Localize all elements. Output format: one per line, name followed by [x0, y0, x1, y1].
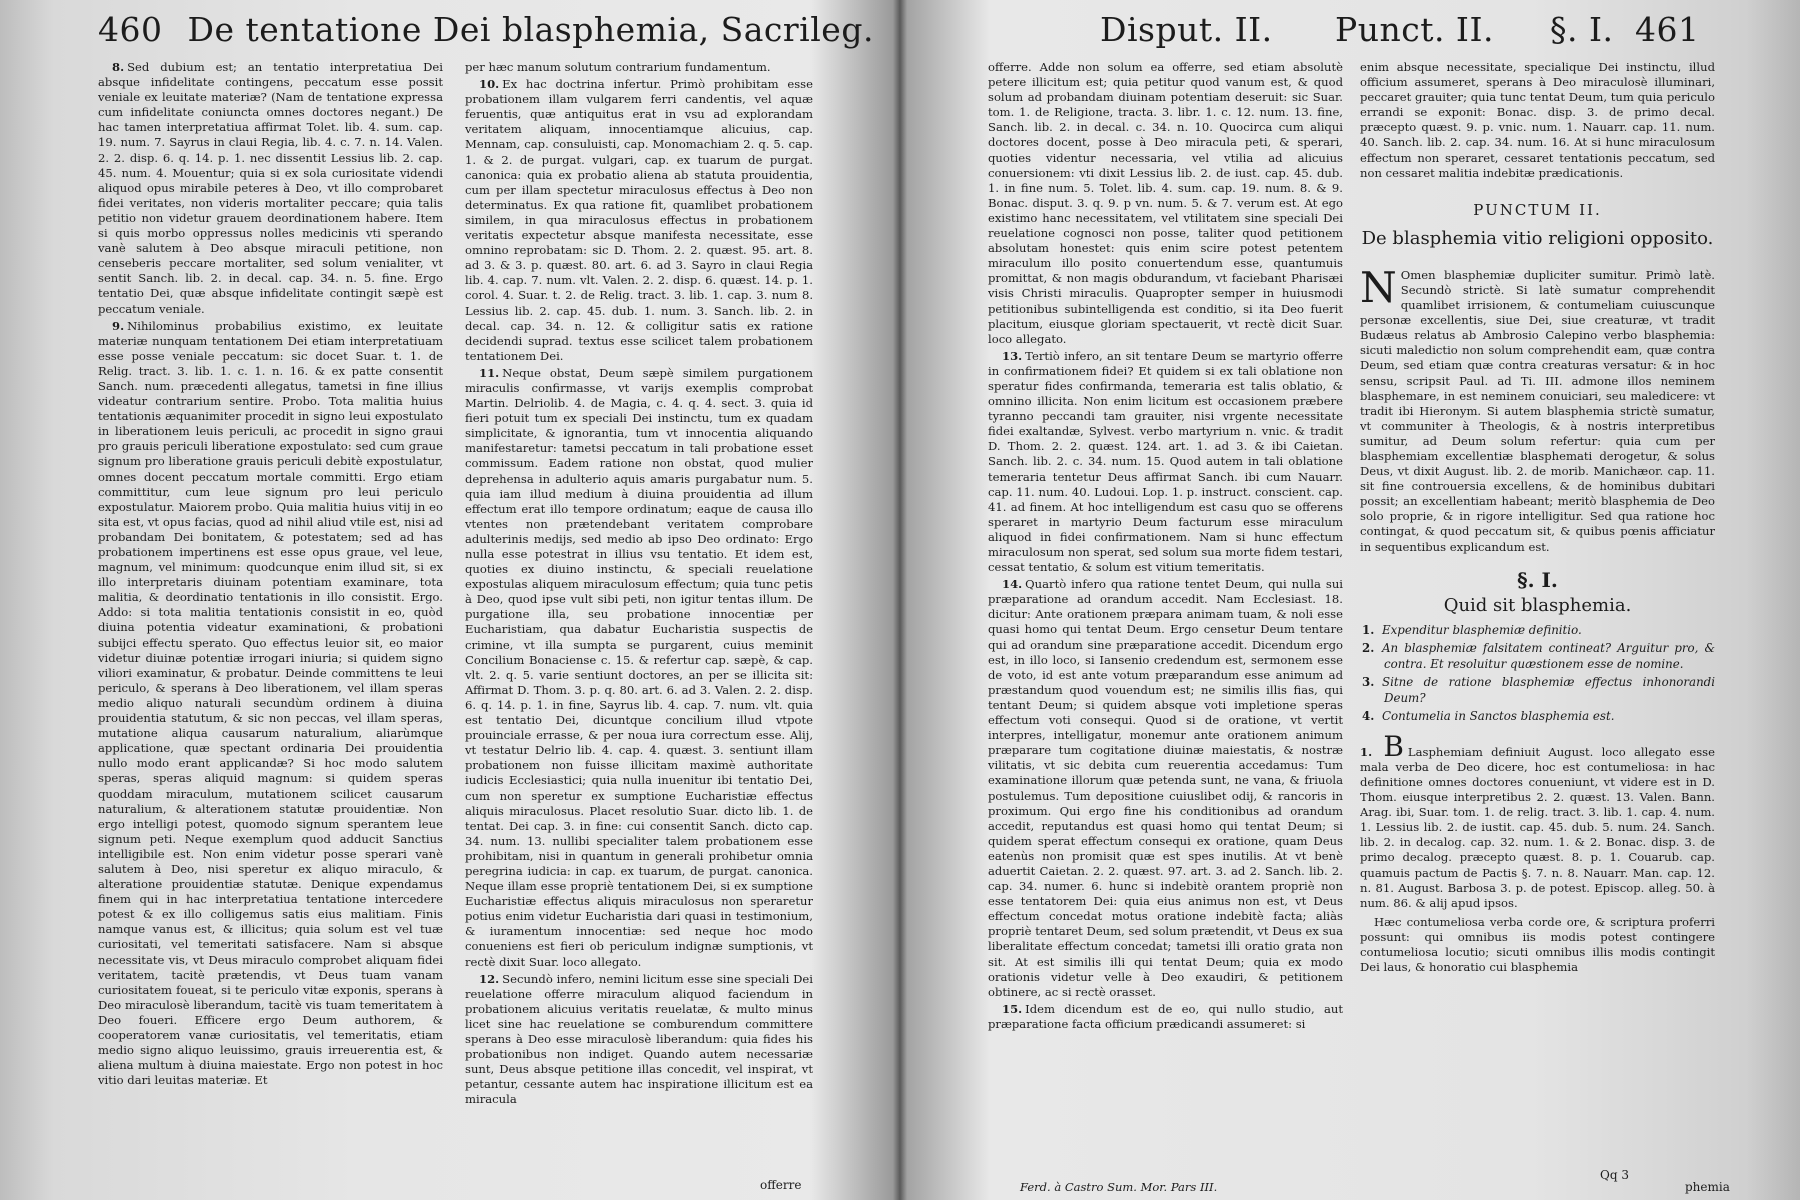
left-header-title: De tentatione Dei blasphemia, Sacrileg. [187, 10, 874, 49]
left-catchword: offerre [760, 1178, 802, 1192]
paragraph [1360, 60, 1715, 181]
right-header-disput: Disput. II. [1100, 10, 1273, 49]
paragraph [465, 77, 813, 364]
right-page [910, 0, 1800, 1200]
para1-text: Lasphemiam definiuit August. loco allegato esse mala verba de Deo dicere, hoc est contumeliosa: in hac definitione omnes doctores conueniunt, vt videre est in D. Thom. eiusque interpretibus 2. 2. quæst. 13. Valen. Bann. Arag. ibi, Suar. tom. 1. de relig. tract. 3. lib. 1. cap. 4. num. 1. Lessius lib. 2. de iustit. cap. 45. dub. 5. num. 24. Sanch. lib. 2. in decalog. cap. 32. num. 1. & 2. Bonac. disp. 3. de primo decalog. præcepto quæst. 8. p. 1. Couarub. cap. quamuis pactum de Pactis §. 7. n. 8. Nauarr. Man. cap. 12. n. 81. August. Barbosa 3. p. de potest. Episcop. alleg. 50. à num. 86. & alij apud ipsos. [1360, 744, 1715, 910]
summary-text: Sitne de ratione blasphemiæ effectus inhonorandi Deum? [1382, 675, 1715, 705]
punctum-heading: PUNCTUM II. [1473, 200, 1602, 219]
paragraph-text: per hæc manum solutum contrarium fundamentum. [465, 60, 771, 74]
summary-text: An blasphemiæ falsitatem contineat? Arguitur pro, & contra. Et resoluitur quæstionem esse de nomine. [1382, 641, 1715, 671]
section-paragraph-1 [1360, 729, 1715, 911]
summary-item [1362, 622, 1715, 639]
paragraph [465, 366, 813, 970]
summary-number: 3. [1362, 675, 1375, 690]
para1-dropcap: B [1383, 729, 1404, 763]
right-catchword: phemia [1685, 1180, 1730, 1194]
left-running-head [98, 10, 874, 49]
paragraph-text: Neque obstat, Deum sæpè similem purgationem miraculis confirmasse, vt varijs exemplis comprobat Martin. Delriolib. 4. de Magia, c. 4. q. 4. sect. 3. quia id fieri potuit tum ex speciali Dei instinctu, tum ex quadam simplicitate, & ignorantia, tum vt innocentia aliquando manifestaretur: tametsi peccatum in tali probatione esset commissum. Eadem ratione non obstat, quod mulier deprehensa in adulterio aquis amaris purgabatur num. 5. quia iam illud medium à diuina prouidentia ad illum effectum erat illo tempore ordinatum; eaque de causa illo vtentes non prætendebant veritatem comprobare adulterinis medijs, sed medio ab ipso Deo ordinato: Ergo nulla esse potestrat in illius vsu tentatio. Et idem est, quoties ex diuino instinctu, & speciali reuelatione expostulas aliquem miraculosum effectum; quia tunc petis à Deo, quod ipse vult sibi peti, non igitur tentas illum. De purgatione illa, seu probatione innocentiæ per Eucharistiam, qua dabatur Eucharistia suspectis de crimine, vt illa sumpta se purgarent, cuius meminit Concilium Bonaciense c. 15. & refertur cap. sæpè, & cap. vlt. 2. q. 5. varie sentiunt doctores, an per se illicita sit: Affirmat D. Thom. 3. p. q. 80. art. 6. ad 3. Valen. 2. 2. disp. 6. q. 14. p. 1. in fine, Sayrus lib. 4. cap. 7. num. vlt. quia est tentatio Dei, dicuntque concilium illud vtpote prouinciale errasse, & per noua iura correctum esse. Alij, vt testatur Delrio lib. 4. cap. 4. quæst. 3. sentiunt illam probationem non fuisse illicitam maximè authoritate iudicis Ecclesiastici; quia nulla inuenitur ibi tentatio Dei, cum non speretur ex sumptione Eucharistiæ effectus aliquis miraculosus. Placet resolutio Suar. dicto lib. 1. de tentat. Dei cap. 3. in fine: cui consentit Sanch. dicto cap. 34. num. 13. nullibi specialiter talem probationem esse prohibitam, nisi in quantum in generali prohibetur omnia peregrina iudicia: in cap. ex tuarum, de purgat. canonica. Neque illam esse propriè tentationem Dei, si ex sumptione Eucharistiæ effectus aliquis miraculosus non speraretur potius enim videtur Eucharistia dari quasi in testimonium, & iuramentum innocentiæ: sed neque hoc modo conueniens est fieri ob periculum indignæ sumptionis, vt rectè dixit Suar. loco allegato. [465, 365, 813, 969]
paragraph-text: Sed dubium est; an tentatio interpretatiua Dei absque infidelitate contingens, peccatum esse possit veniale ex leuitate materiæ? (Nam de tentatione expressa cum infidelitate coniuncta omnes doctores negant.) De hac tamen interpretatiua affirmat Tolet. lib. 4. sum. cap. 19. num. 7. Sayrus in claui Regia, lib. 4. c. 7. n. 14. Valen. 2. 2. disp. 6. q. 14. p. 1. nec dissentit Lessius lib. 2. cap. 45. num. 4. Mouentur; quia si ex sola curiositate videndi aliquod opus mirabile peteres à Deo, vt illo comprobaret fidei veritates, non videris mortaliter peccare; quia talis petitio non videtur grauem deordinationem habere. Item si quis morbo oppressus nolles medicinis vti sperando vanè salutem à Deo absque miraculi petitione, non censeberis peccare mortaliter, sed solum venialiter, vt sentit Sanch. lib. 2. in decal. cap. 34. n. 5. fine. Ergo tentatio Dei, quæ absque infidelitate contingit sæpè est peccatum veniale. [98, 60, 443, 316]
paragraph-number: 1. [1360, 744, 1373, 759]
right-column-2-continuation [1360, 60, 1715, 181]
paragraph-number: 12. [479, 971, 500, 986]
left-page-number: 460 [98, 10, 163, 49]
right-header-section: §. I. [1550, 10, 1614, 49]
signature-mark: Qq 3 [1600, 1168, 1629, 1182]
right-column-2 [1360, 60, 1715, 1180]
paragraph [98, 319, 443, 1089]
section-mark: §. I. [1517, 567, 1558, 592]
summary-number: 2. [1362, 641, 1375, 656]
paragraph [98, 60, 443, 317]
summary-text: Expenditur blasphemiæ definitio. [1382, 622, 1582, 637]
paragraph [988, 1002, 1343, 1032]
summary-text: Contumelia in Sanctos blasphemia est. [1382, 709, 1615, 724]
paragraph-number: 13. [1002, 348, 1023, 363]
paragraph-number: 10. [479, 77, 500, 92]
intro-text: Omen blasphemiæ dupliciter sumitur. Primò latè. Secundò strictè. Si latè sumatur comprehendit quamlibet irrisionem, & contumeliam cuiuscunque personæ excellentis, siue Dei, siue creaturæ, vt tradit Budæus relatus ab Ambrosio Calepino verbo blasphemia: sicuti maledictio non solum comprehendit eam, quæ contra Deum, sed etiam quæ contra creaturas versatur: & in hoc sensu, scripsit Paul. ad Ti. III. admone illos neminem blasphemare, in est neminem conuiciari, seu maledicere: vt tradit ibi Hieronym. Si autem blasphemia strictè sumatur, vt communiter à Theologis, & à nostris interpretibus sumitur, ad Deum solum refertur: quia cum per blasphemiam excellentiæ blasphemati derogetur, & solus Deus, vt dixit August. lib. 2. de morib. Manichæor. cap. 11. sit fine controuersia excellens, & de hominibus dubitari possit; an excellentiam habeant; meritò blasphemia de Deo solo proprie, & in rigore intelligitur. Sed qua ratione hoc contingat, & quod peccatum sit, & quibus pœnis afficiatur in sequentibus explicandum est. [1360, 267, 1715, 554]
paragraph-number: 14. [1002, 577, 1023, 592]
section-summary-list [1360, 623, 1715, 725]
paragraph [465, 972, 813, 1108]
paragraph-text: offerre. Adde non solum ea offerre, sed etiam absolutè petere illicitum est; quia petitur quod vanum est, & quod solum ad probandam diuinam potentiam deseruit: sic Suar. tom. 1. de Religione, tracta. 3. libr. 1. c. 12. num. 13. fine, Sanch. lib. 2. in decal. c. 34. n. 10. Quocirca cum aliqui doctores docent, posse à Deo miracula peti, & sperari, quoties videntur necessaria, vel vtilia ad alicuius conuersionem: vti dixit Lessius lib. 2. de iust. cap. 45. dub. 1. in fine num. 5. Tolet. lib. 4. sum. cap. 19. num. 8. & 9. Bonac. disput. 3. q. 9. p vn. num. 5. & 7. verum est. At ego existimo hanc necessitatem, vel vtilitatem sine speciali Dei reuelatione cognosci non posse, taliter quod petitionem absolutam honestet: quis enim scire potest petentem miraculum illo posito conuertendum esse, quantumuis promittat, & non magis obdurandum, vt faciebant Pharisæi visis Christi miraculis. Quapropter semper in huiusmodi petitionibus subintelligenda est conditio, si ita Deo fuerit placitum, eiusque gloriam spectauerit, vt rectè dicit Suar. loco allegato. [988, 60, 1343, 346]
section-title: Quid sit blasphemia. [1443, 594, 1632, 616]
printer-signature-line: Ferd. à Castro Sum. Mor. Pars III. [1020, 1180, 1218, 1194]
paragraph-text: Secundò infero, nemini licitum esse sine speciali Dei reuelatione offerre miraculum aliquod faciendum in probationem alicuius veritatis reuelatæ, & multo minus licet sine hac reuelatione se comburendum committere sperans à Deo esse miraculosè liberandum: quia fides his probationibus non indiget. Quando autem necessariæ sunt, Deus absque petitione illas concedit, vel inspirat, vt petantur, cessante autem hac inspiratione illicitum est ea miracula [465, 971, 813, 1107]
summary-item [1362, 709, 1715, 725]
paragraph-number: 11. [479, 365, 500, 380]
summary-number: 4. [1362, 709, 1375, 724]
paragraph [988, 577, 1343, 1000]
right-column-1 [988, 60, 1343, 1180]
summary-item [1362, 675, 1715, 706]
summary-number: 1. [1362, 622, 1375, 637]
left-page [0, 0, 890, 1200]
paragraph-number: 15. [1002, 1001, 1023, 1016]
paragraph-text: Nihilominus probabilius existimo, ex leuitate materiæ nunquam tentationem Dei etiam interpretatiuam esse posse veniale peccatum: sic docet Suar. t. 1. de Relig. tract. 3. lib. 1. c. 1. n. 16. & ex patte consentit Sanch. num. præcedenti allegatus, tametsi in fine illius videatur contrarium sentire. Probo. Tota malitia huius tentationis æquanimiter procedit in signo leui expostulato in liberationem leuis periculi, ac procedit in signo graui pro grauis periculi liberatione expostulato: sed cum graue signum pro liberatione grauis periculi debitè expostulatur, omnes docent peccatum mortale committi. Ergo etiam committitur, cum leue signum pro leui periculo expostulatur. Maiorem probo. Quia malitia huius vitij in eo sita est, vt opus facias, quod ad nihil aliud vtile est, nisi ad probandam Dei bonitatem, & potestatem; sed ad has probationem impertinens est esse opus graue, vel leue, magnum, vel minimum: quodcunque enim illud sit, si ex illo interpretaris diuinam potentiam examinare, tota malitia, & deordinatio tentationis in illo consistit. Ergo. Addo: si tota malitia tentationis consistit in eo, quòd diuina potentia videatur examinationi, & probationi subijci effectu sperato. Quo effectus leuior sit, eo maior videtur diuinæ potentiæ irrogari iniuria; si quidem signo viliori examinatur, & probatur. Deinde committens te leui periculo, & sperans à Deo liberationem, vel illam speras medio aliquo naturali secundùm ordinem à diuina prouidentia statutum, & sic non peccas, vel illam speras, mutatione aliqua causarum naturalium, aliarùmque applicatione, quæ spectant ordinaria Dei prouidentia nullo modo erant applicandæ? Si hoc modo salutem speras, speras aliquid magnum: si quidem speras quoddam miraculum, mutationem scilicet causarum naturalium, & alterationem statutæ prouidentiæ. Non ergo intelligi potest, quomodo signum sperantem leue signum peti. Neque exemplum quod adducit Sanctius intelligibile est. Non enim videtur posse sperari vanè salutem à Deo, nisi speretur ex aliquo miraculo, & alteratione prouidentiæ statutæ. Denique expendamus finem qui in hac interpretatiua tentatione intercedere potest & ex illo colligemus satis eius malitiam. Finis namque vanus est, & illicitus; quia solum est vel tuæ curiositati, vel temeritati satisfacere. Nam si absque necessitate vis, vt Deus miraculo comprobet aliquam fidei veritatem, tacitè prætendis, vt Deus tuam vanam curiositatem foueat, si te periculo vitæ exponis, sperans à Deo miraculosè liberandum, tacitè vis tuam temeritatem à Deo foueri. Efficere ergo Deum authorem, & cooperatorem vanæ curiositatis, vel temeritatis, etiam medio signo aliquo leuissimo, grauis irreuerentia est, & aliena multum à diuina maiestate. Ergo non potest in hoc vitio dari leuitas materiæ. Et [98, 318, 443, 1088]
paragraph [465, 60, 813, 75]
paragraph [988, 349, 1343, 575]
right-page-number: 461 [1635, 10, 1700, 49]
paragraph-text: Idem dicendum est de eo, qui nullo studio, aut præparatione facta officium prædicandi assumeret: si [988, 1001, 1343, 1031]
paragraph [988, 60, 1343, 347]
intro-dropcap: N [1360, 262, 1397, 312]
paragraph-number: 8. [112, 60, 125, 74]
summary-item [1362, 641, 1715, 672]
paragraph-number: 9. [112, 318, 125, 333]
left-column-2 [465, 60, 813, 1180]
paragraph-text: enim absque necessitate, specialique Dei instinctu, illud officium assumeret, sperans à Deo miraculosè illuminari, peccaret grauiter; quia tunc tentat Deum, tum quia periculo errandi se exponit: Bonac. disp. 3. de primo decal. præcepto quæst. 9. p. vnic. num. 1. Nauarr. cap. 11. num. 40. Sanch. lib. 2. cap. 34. num. 16. At si hunc miraculosum effectum non speraret, cessaret tentationis peccatum, sed non cessaret malitia indebitæ prædicationis. [1360, 60, 1715, 180]
section-paragraph-2: Hæc contumeliosa verba corde ore, & scriptura proferri possunt: qui omnibus iis modis potest contingere contumeliosa locutio; sicuti omnibus illis modis contingit Dei laus, & honoratio cui blasphemia [1360, 914, 1715, 975]
paragraph-text: Ex hac doctrina infertur. Primò prohibitam esse probationem illam vulgarem ferri candentis, vel aquæ feruentis, quæ antiquitus erat in vsu ad explorandam veritatem aliquam, innocentiamque alicuius, cap. Mennam, cap. consuluisti, cap. Monomachiam 2. q. 5. cap. 1. & 2. de purgat. vulgari, cap. ex tuarum de purgat. canonica: quia ex probatio aliena ab statuta prouidentia, cum per illam spectetur miraculosus effectus à Deo non determinatus. Ex qua ratione fit, quamlibet probationem similem, in qua miraculosus effectus in probationem veritatis expectetur absque manifesta necessitate, esse omnino reprobatam: sic D. Thom. 2. 2. quæst. 95. art. 8. ad 3. & 3. p. quæst. 80. art. 6. ad 3. Sayro in claui Regia lib. 4. cap. 7. num. vlt. Valen. 2. 2. disp. 6. quæst. 14. p. 1. corol. 4. Suar. t. 2. de Relig. tract. 3. lib. 1. cap. 3. num 8. Lessius lib. 2. cap. 45. dub. 1. num. 3. Sanch. lib. 2. in decal. cap. 34. n. 12. & colligitur satis ex ratione decidendi suprad. textus esse scilicet talem probationem tentationem Dei. [465, 77, 813, 363]
right-header-punct: Punct. II. [1335, 10, 1494, 49]
left-column-1 [98, 60, 443, 1180]
paragraph-text: Tertiò infero, an sit tentare Deum se martyrio offerre in confirmationem fidei? Et quidem si ex tali oblatione non speratur fides confirmanda, temeraria est talis oblatio, & omnino illicita. Non enim licitum est occasionem præbere tyranno peccandi tam grauiter, nisi vrgente necessitate fidei exaltandæ, Sylvest. verbo martyrium n. vnic. & tradit D. Thom. 2. 2. quæst. 124. art. 1. ad 3. & ibi Caietan. Sanch. lib. 2. c. 34. num. 15. Quod autem in tali oblatione temeraria tentetur Deus affirmat Sanch. ibi cum Nauarr. cap. 11. num. 40. Ludoui. Lop. 1. p. instruct. conscient. cap. 41. ad finem. At hoc intelligendum est casu quo se offerens speraret in martyrio Deum facturum esse miraculum aliquod in fidei confirmationem. Nam si hunc effectum miraculosum non sperat, sed solum sua morte fidem testari, cessat tentatio, & solum est vitium temeritatis. [988, 348, 1343, 575]
intro-paragraph [1360, 262, 1715, 555]
paragraph-text: Quartò infero qua ratione tentet Deum, qui nulla sui præparatione ad orandum accedit. Nam Ecclesiast. 18. dicitur: Ante orationem præpara animam tuam, & noli esse quasi homo qui tentat Deum. Ergo censetur Deum tentare qui ad orandum sine præparatione accedit. Dicendum ergo est, in illo loco, si Iansenio credendum est, sermonem esse de voto, id est ante votum præparandum esse animum ad præstandum quod vouendum est; ne similis illis fias, qui tentant Deum; si quidem absque voti impletione speras effectum voti consequi. Quod si de oratione, vt vertit interpres, intelligatur, monemur ante orationem animum præparare tum cogitatione diuinæ maiestatis, & nostræ vilitatis, vt sic debita cum reuerentia accedamus: Tum examinatione illorum quæ petenda sunt, ne vana, & friuola postulemus. Tum depositione cuiuslibet odij, & rancoris in proximum. Qui ergo fine his conditionibus ad orandum accedit, reputandus est quasi homo qui tentat Deum; si quidem sperat effectum consequi ex oratione, quam Deus eatenùs non promisit quæ est spes inutilis. At vt benè aduertit Caietan. 2. 2. quæst. 97. art. 3. ad 2. Sanch. lib. 2. cap. 34. numer. 6. hunc si indebitè orantem propriè non esse tentatorem Dei: quia eius animus non est, vt Deus effectum concedat motus oratione indebitè facta; aliàs propriè tentaret Deum, sed solum prætendit, vt Deus ex sua liberalitate effectum concedat; tametsi illi oratio grata non sit. At est similis illi qui tentat Deum; quia ex modo orationis videtur velle à Deo exaudiri, & petitionem obtinere, ac si rectè orasset. [988, 577, 1343, 999]
punctum-title: De blasphemia vitio religioni opposito. [1361, 227, 1714, 249]
